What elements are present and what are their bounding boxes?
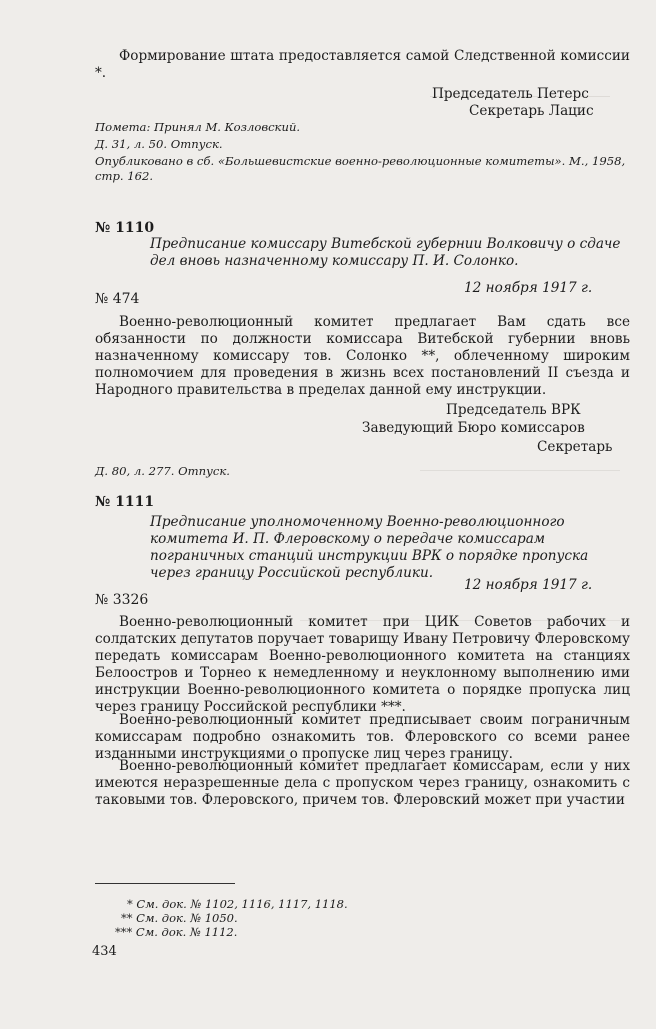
signature-bureau-head: Заведующий Бюро комиссаров bbox=[362, 420, 585, 436]
footnote-rule bbox=[95, 883, 235, 884]
page-number: 434 bbox=[92, 944, 117, 959]
document-number: № 1111 bbox=[95, 494, 155, 510]
document-title: Предписание комиссару Витебской губернии Волковичу о сдаче дел вновь назначенному комиссару П. И. Солонко. bbox=[150, 236, 621, 269]
document-number: № 1110 bbox=[95, 220, 155, 236]
signature-chairman: Председатель Петерс bbox=[432, 86, 589, 102]
document-paragraph: Военно-революционный комитет предписывает своим пограничным комиссарам подробно ознакомить тов. Флеровского со всеми ранее изданными инструкциями о пропуске лиц через границу. bbox=[95, 712, 630, 762]
document-body: Военно-революционный комитет предлагает Вам сдать все обязанности по должности комиссара Витебской губернии вновь назначенному комиссару тов. Солонко **, облеченному широким полномочием для проведения в жизнь всех постановлений II съезда и Народного правительства в пределах данной ему инструкции. bbox=[95, 314, 630, 398]
registry-number: № 3326 bbox=[95, 592, 149, 608]
signature-vrk-chairman: Председатель ВРК bbox=[446, 402, 581, 418]
archive-reference: Д. 80, л. 277. Отпуск. bbox=[95, 464, 230, 478]
document-date: 12 ноября 1917 г. bbox=[464, 280, 593, 296]
document-paragraph: Военно-революционный комитет предлагает комиссарам, если у них имеются неразрешенные дела с пропуском через границу, ознакомить с таковыми тов. Флеровского, причем тов. Флеровский может при участии bbox=[95, 758, 630, 808]
publication-note: Опубликовано в сб. «Большевистские военно-революционные комитеты». М., 1958, стр. 162. bbox=[95, 154, 626, 183]
footnote: *** См. док. № 1112. bbox=[115, 925, 238, 939]
archive-reference: Д. 31, л. 50. Отпуск. bbox=[95, 137, 223, 151]
document-date: 12 ноября 1917 г. bbox=[464, 577, 593, 593]
document-paragraph: Военно-революционный комитет при ЦИК Советов рабочих и солдатских депутатов поручает товарищу Ивану Петровичу Флеровскому передать комиссарам Военно-революционного комитета на станциях Белоостров и Торнео к немедленному и неуклонному выполнению ими инструкции Военно-революционного комитета о порядке пропуска лиц через границу Российской республики ***. bbox=[95, 614, 630, 715]
footnote: * См. док. № 1102, 1116, 1117, 1118. bbox=[127, 897, 348, 911]
signature-secretary: Секретарь bbox=[537, 439, 613, 455]
signature-secretary: Секретарь Лацис bbox=[469, 103, 594, 119]
document-title: Предписание уполномоченному Военно-революционного комитета И. П. Флеровскому о передаче комиссарам пограничных станций инструкции ВРК о порядке пропуска через границу Российской республики. bbox=[150, 514, 589, 581]
registry-number: № 474 bbox=[95, 291, 140, 307]
footnote: ** См. док. № 1050. bbox=[121, 911, 238, 925]
receipt-mark: Помета: Принял М. Козловский. bbox=[95, 120, 301, 134]
intro-paragraph: Формирование штата предоставляется самой Следственной комиссии *. bbox=[95, 48, 630, 81]
